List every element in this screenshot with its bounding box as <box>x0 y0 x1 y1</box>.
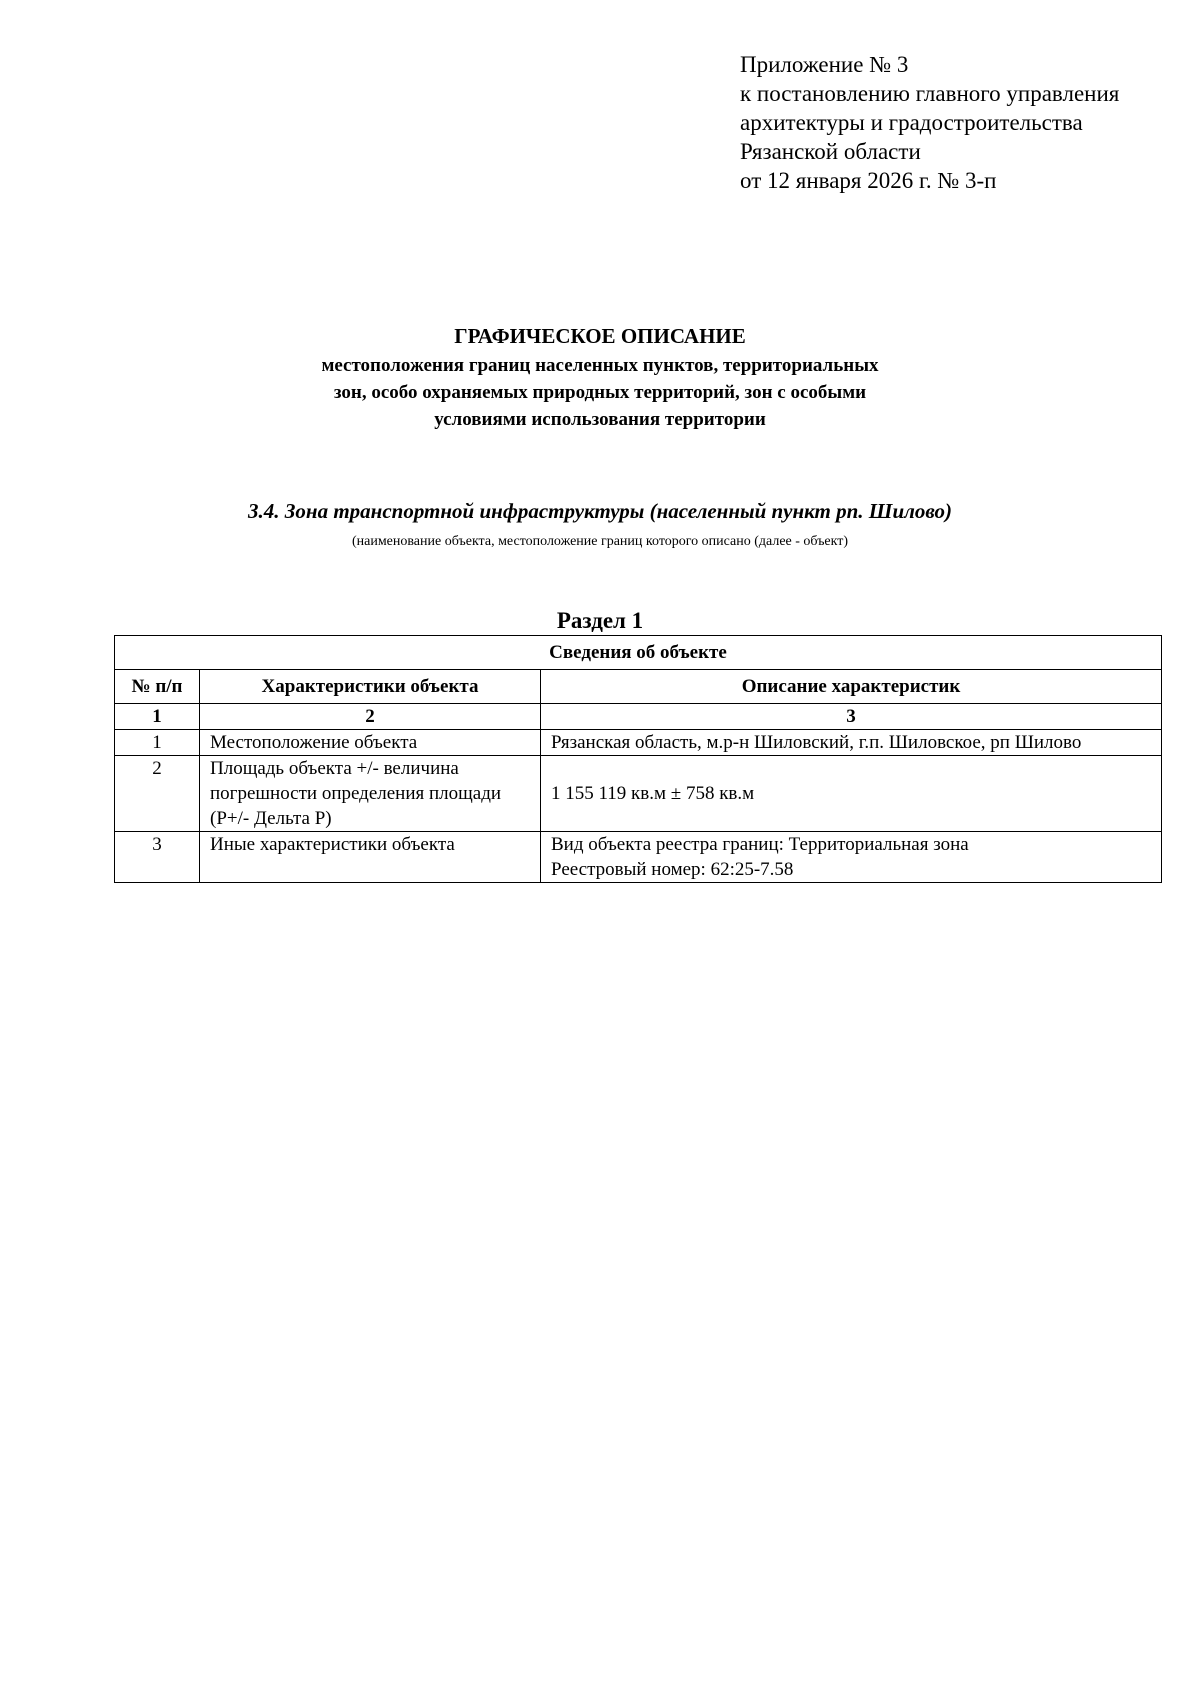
table-row <box>115 756 1162 832</box>
row-description <box>541 730 1162 756</box>
column-number: 1 <box>115 704 200 730</box>
row-description <box>541 832 1162 883</box>
table-header-row <box>115 670 1162 704</box>
header-characteristic: Характеристики объекта <box>200 670 541 704</box>
table-caption-row <box>115 636 1162 670</box>
document-title: ГРАФИЧЕСКОЕ ОПИСАНИЕ <box>454 324 746 348</box>
cell-line: (P+/- Дельта P) <box>210 808 332 829</box>
column-number-row <box>115 704 1162 730</box>
section-title: Раздел 1 <box>556 608 644 633</box>
header-num: № п/п <box>115 670 200 704</box>
column-number: 3 <box>541 704 1162 730</box>
cell-line: Площадь объекта +/- величина <box>210 758 459 779</box>
table-row <box>115 832 1162 883</box>
column-number: 2 <box>200 704 541 730</box>
cell-line: 1 155 119 кв.м ± 758 кв.м <box>551 783 755 804</box>
appendix-line: Приложение № 3 <box>740 52 909 77</box>
cell-line: погрешности определения площади <box>210 783 502 804</box>
appendix-header <box>740 50 1119 195</box>
appendix-line: архитектуры и градостроительства <box>740 110 1083 135</box>
object-note: (наименование объекта, местоположение границ которого описано (далее - объект) <box>351 534 849 549</box>
subtitle-line: местоположения границ населенных пунктов, территориальных <box>321 355 879 376</box>
row-characteristic <box>200 756 541 832</box>
row-characteristic <box>200 832 541 883</box>
subtitle-line: условиями использования территории <box>434 409 766 430</box>
appendix-line: к постановлению главного управления <box>740 81 1120 106</box>
table-caption: Сведения об объекте <box>115 636 1162 670</box>
row-description <box>541 756 1162 832</box>
appendix-line: от 12 января 2026 г. № 3-п <box>740 168 997 193</box>
table-row <box>115 730 1162 756</box>
row-num: 2 <box>115 756 200 832</box>
object-info-table <box>114 635 1162 883</box>
cell-line: Рязанская область, м.р-н Шиловский, г.п. Шиловское, рп Шилово <box>551 732 1082 753</box>
row-characteristic <box>200 730 541 756</box>
row-num: 3 <box>115 832 200 883</box>
subtitle-line: зон, особо охраняемых природных территорий, зон с особыми <box>333 382 867 403</box>
header-description: Описание характеристик <box>541 670 1162 704</box>
cell-line: Местоположение объекта <box>210 732 418 753</box>
cell-line: Реестровый номер: 62:25-7.58 <box>551 859 794 880</box>
row-num: 1 <box>115 730 200 756</box>
cell-line: Вид объекта реестра границ: Территориальная зона <box>551 834 969 855</box>
appendix-line: Рязанской области <box>740 139 921 164</box>
cell-line: Иные характеристики объекта <box>210 834 455 855</box>
object-name: 3.4. Зона транспортной инфраструктуры (населенный пункт рп. Шилово) <box>248 499 952 523</box>
document-subtitle <box>0 352 1200 433</box>
